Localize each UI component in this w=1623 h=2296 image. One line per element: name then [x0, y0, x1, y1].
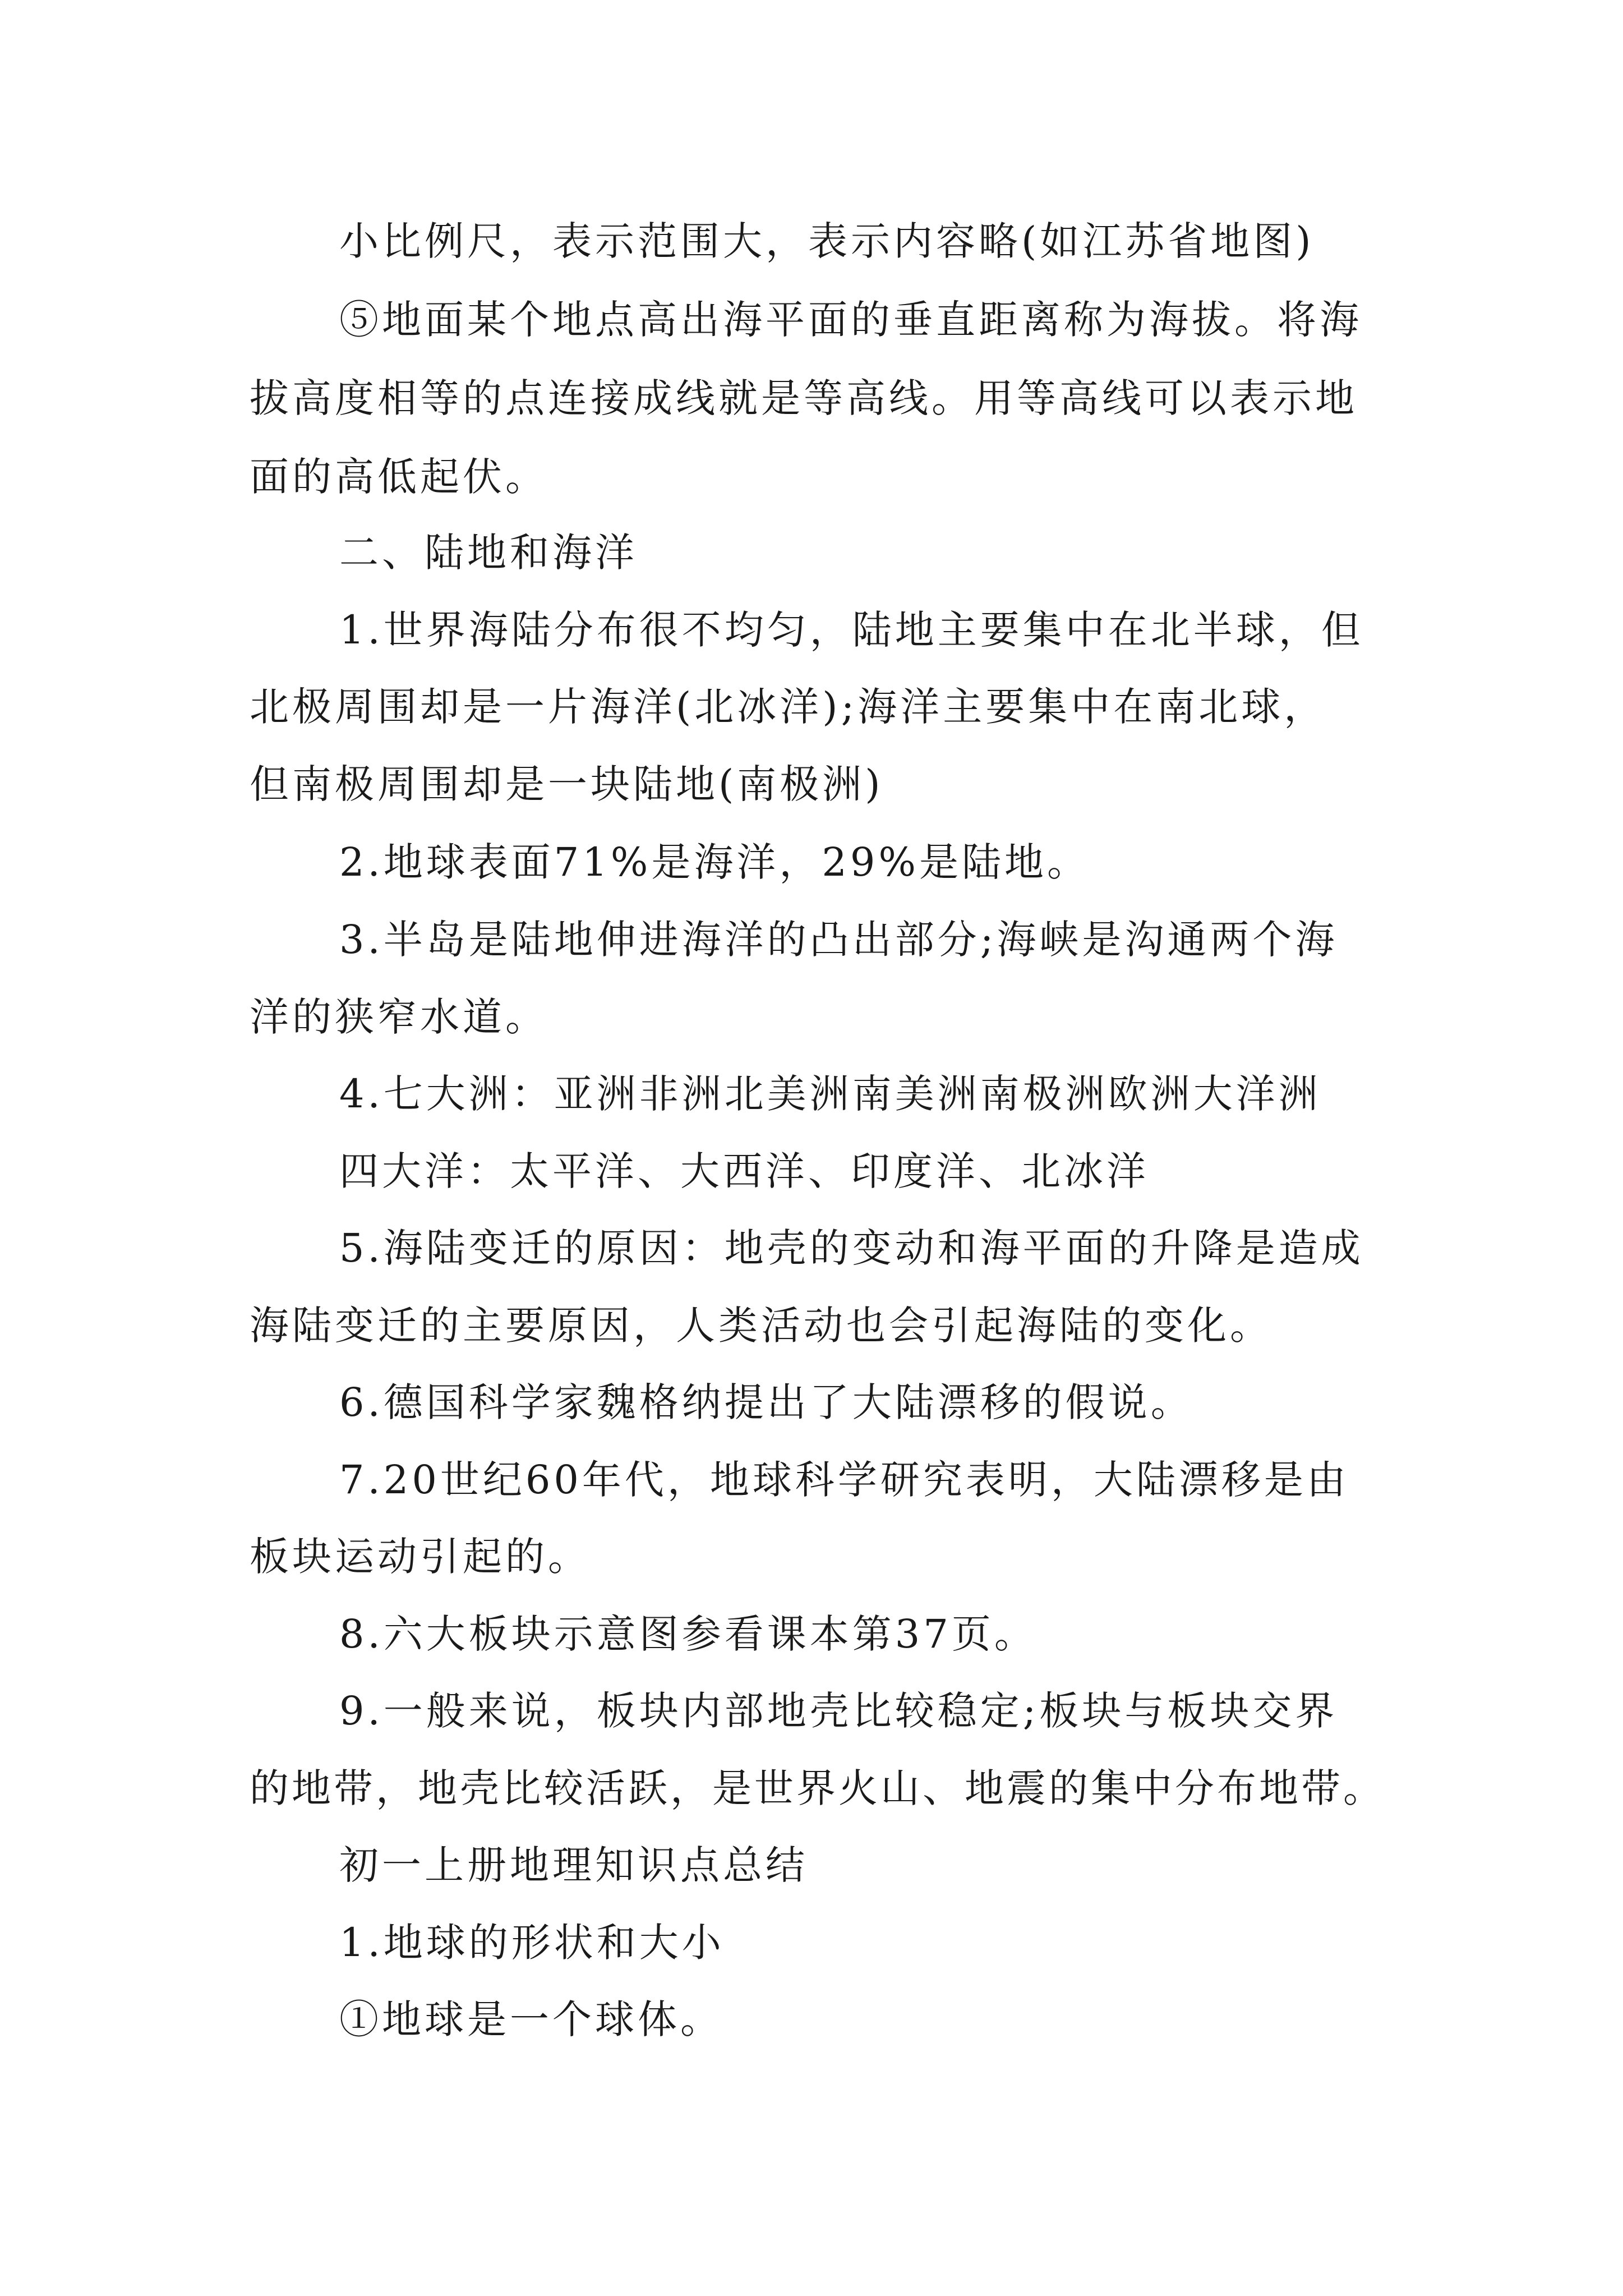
text-line: 板块运动引起的。	[250, 1534, 591, 1580]
text-line: 6.德国科学家魏格纳提出了大陆漂移的假说。	[339, 1379, 1193, 1425]
text-line: 7.20世纪60年代，地球科学研究表明，大陆漂移是由	[339, 1457, 1349, 1503]
text-line: 面的高低起伏。	[250, 454, 548, 500]
text-line: 四大洋：太平洋、大西洋、印度洋、北冰洋	[339, 1148, 1149, 1194]
text-line: 1.地球的形状和大小	[339, 1920, 725, 1966]
text-line: 4.七大洲：亚洲非洲北美洲南美洲南极洲欧洲大洋洲	[339, 1071, 1321, 1117]
section-heading: 二、陆地和海洋	[339, 530, 638, 576]
text-line: 1.世界海陆分布很不均匀，陆地主要集中在北半球，但	[339, 607, 1364, 653]
text-line: 北极周围却是一片海洋(北冰洋);海洋主要集中在南北球，	[250, 684, 1327, 730]
text-line: 洋的狭窄水道。	[250, 994, 548, 1040]
text-line: 8.六大板块示意图参看课本第37页。	[339, 1611, 1037, 1657]
text-line: 拔高度相等的点连接成线就是等高线。用等高线可以表示地	[250, 375, 1358, 421]
text-line: ①地球是一个球体。	[339, 1996, 723, 2042]
text-line: 但南极周围却是一块陆地(南极洲)	[250, 761, 884, 807]
text-line: 海陆变迁的主要原因，人类活动也会引起海陆的变化。	[250, 1303, 1272, 1349]
text-line: 3.半岛是陆地伸进海洋的凸出部分;海峡是沟通两个海	[339, 917, 1338, 963]
text-line: 的地带，地壳比较活跃，是世界火山、地震的集中分布地带。	[250, 1765, 1385, 1811]
section-heading: 初一上册地理知识点总结	[339, 1842, 808, 1888]
text-line: 5.海陆变迁的原因：地壳的变动和海平面的升降是造成	[339, 1225, 1364, 1271]
text-line: 小比例尺，表示范围大，表示内容略(如江苏省地图)	[339, 218, 1315, 264]
text-line: 2.地球表面71%是海洋，29%是陆地。	[339, 839, 1090, 885]
text-line: ⑤地面某个地点高出海平面的垂直距离称为海拔。将海	[339, 297, 1362, 343]
text-line: 9.一般来说，板块内部地壳比较稳定;板块与板块交界	[339, 1688, 1338, 1734]
